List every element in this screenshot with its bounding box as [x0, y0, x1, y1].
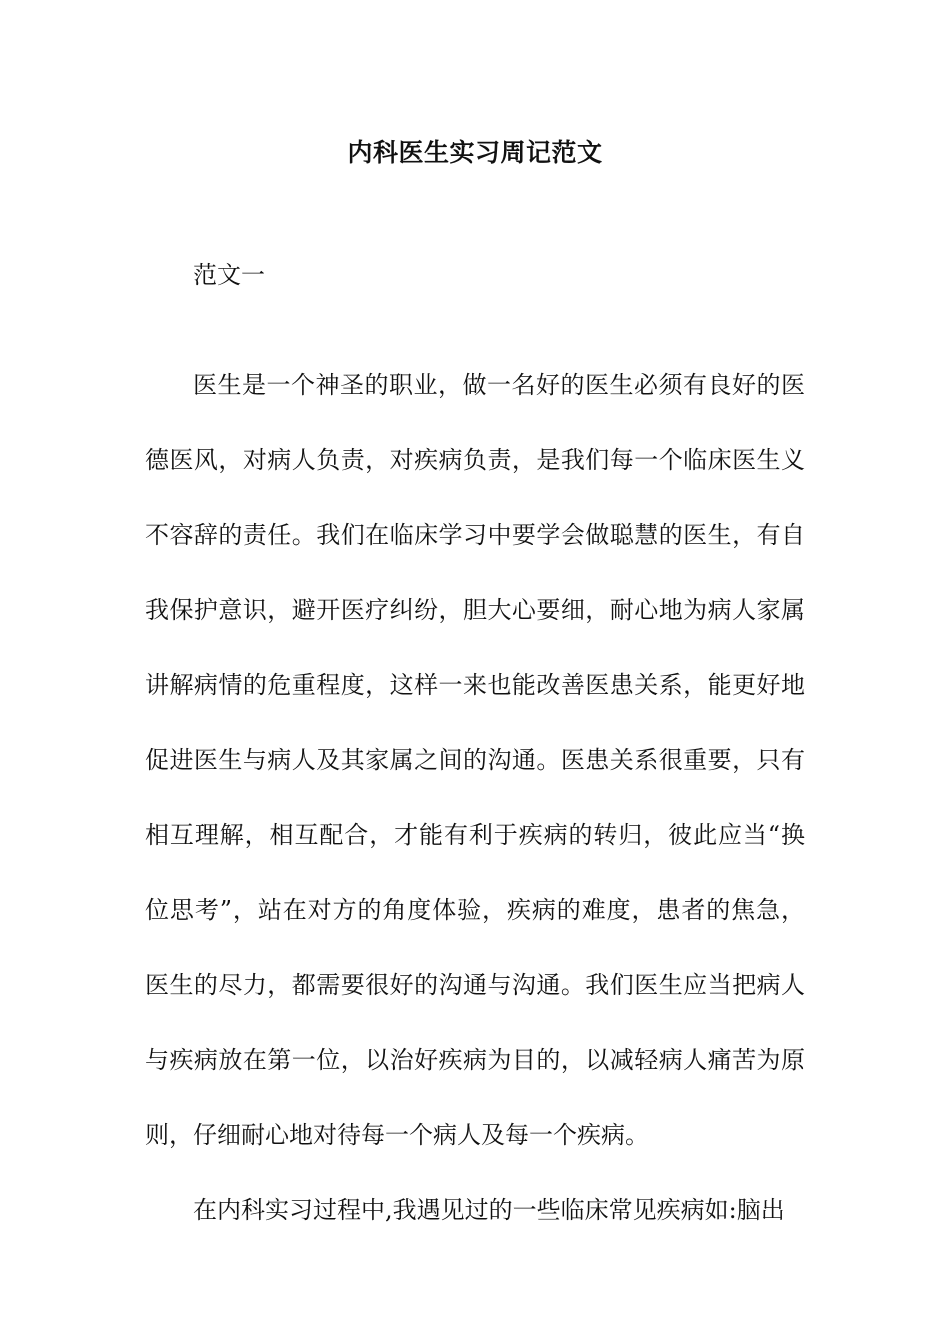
- document-body: [145, 256, 805, 1248]
- paragraph-2: 在内科实习过程中,我遇见过的一些临床常见疾病如:脑出: [193, 1196, 785, 1224]
- document-title: 内科医生实习周记范文: [347, 138, 603, 167]
- paragraph-1: 医生是一个神圣的职业，做一名好的医生必须有良好的医德医风，对病人负责，对疾病负责，是我们每一个临床医生义不容辞的责任。我们在临床学习中要学会做聪慧的医生，有自我保护意识，避开医疗纠纷，胆大心要细，耐心地为病人家属讲解病情的危重程度，这样一来也能改善医患关系，能更好地促进医生与病人及其家属之间的沟通。医患关系很重要，只有相互理解，相互配合，才能有利于疾病的转归，彼此应当“换位思考”，站在对方的角度体验，疾病的难度，患者的焦急，医生的尽力，都需要很好的沟通与沟通。我们医生应当把病人与疾病放在第一位，以治好疾病为目的，以减轻病人痛苦为原则，仔细耐心地对待每一个病人及每一个疾病。: [145, 371, 805, 1149]
- section-label: 范文一: [193, 261, 265, 289]
